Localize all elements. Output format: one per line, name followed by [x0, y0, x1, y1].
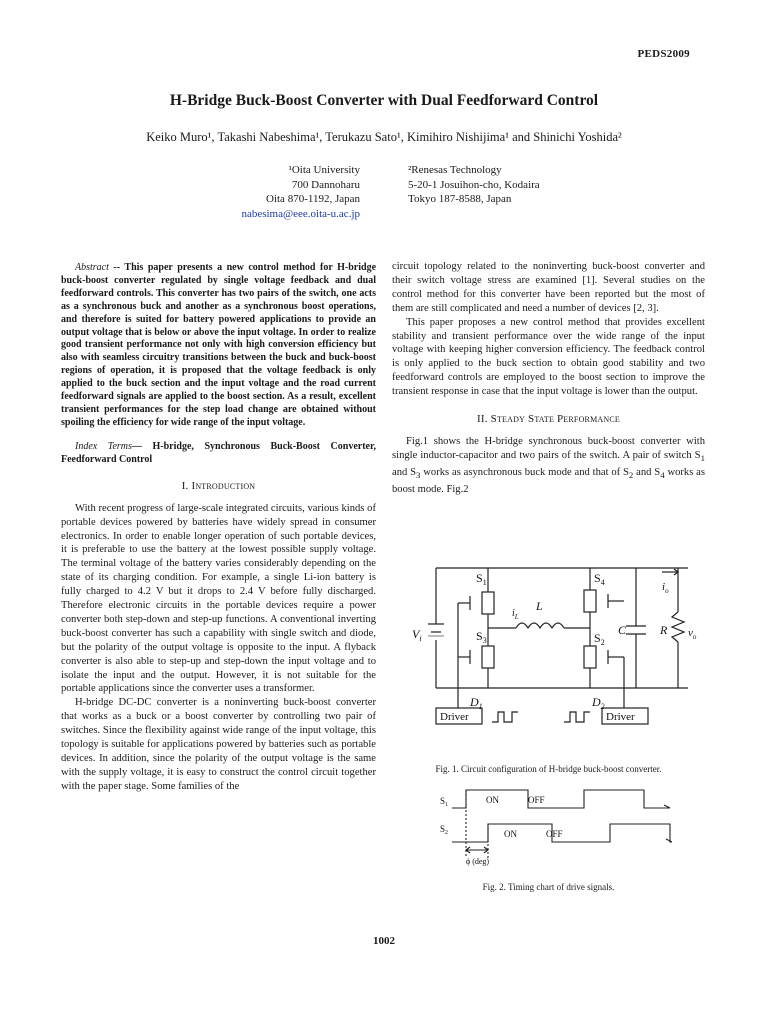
- abstract-label: Abstract: [75, 262, 109, 273]
- timing-label-s2: $S_2$: [440, 824, 449, 836]
- right-paragraph-3: [392, 435, 705, 497]
- timing-on-s1: ON: [486, 795, 499, 805]
- driver-label-right: Driver: [606, 711, 635, 723]
- label-d1: $D_1$: [470, 695, 483, 711]
- p3-text-e: works as boost mode. Fig.2: [392, 466, 706, 495]
- page-number: 1002: [373, 935, 395, 947]
- intro-paragraph-2: H-bridge DC-DC converter is a noninverting buck-boost converter that works as a buck or a boost converter by controlling two pair of switches. Since the flexibility against wide range of the input voltage, this topology is suitable for applications powered by batteries such as portable devices. In addition, since the polarity of the output voltage is the same with the supply voltage, it is easy to construct the control circuit together with the paper stage. Some families of the: [61, 697, 376, 792]
- label-vo: $v_o$: [688, 627, 697, 641]
- affiliation-1-city: Oita 870-1192, Japan: [266, 193, 360, 205]
- section-heading-introduction: I. Introduction: [181, 479, 256, 492]
- driver-label-left: Driver: [440, 711, 469, 723]
- p3-text-c: works as asynchronous buck mode and that of S: [420, 466, 629, 478]
- right-paragraph-2: This paper proposes a new control method that provides excellent stability and transient performance over the wide range of the input voltage with keeping higher conversion efficiency. The feedback control is only applied to the buck section to obtain good stability and two feedforward controls are employed to the boost section to improve the transient response in case that the input voltage is lower than the output.: [392, 316, 705, 398]
- timing-off-s2: OFF: [546, 829, 563, 839]
- timing-phi-label: ϕ (deg): [466, 857, 490, 866]
- p3-sub-4: 4: [660, 470, 665, 480]
- affiliation-2-street: 5-20-1 Josuihon-cho, Kodaira: [408, 178, 540, 191]
- affiliation-1-name: ¹Oita University: [288, 164, 360, 176]
- index-terms-label: Index Terms: [75, 440, 132, 452]
- figure-2-timing-chart: [436, 786, 716, 866]
- label-inductor: L: [536, 599, 543, 613]
- label-d2: $D_2$: [592, 695, 605, 711]
- abstract: [61, 262, 376, 430]
- figure-1-caption: Fig. 1. Circuit configuration of H-bridge buck-boost converter.: [435, 764, 662, 774]
- label-capacitor: C: [618, 623, 627, 637]
- label-resistor: R: [660, 623, 668, 637]
- affiliation-2-city: Tokyo 187-8588, Japan: [408, 193, 512, 205]
- affiliation-1-street: 700 Dannoharu: [291, 178, 360, 191]
- p3-text-a: Fig.1 shows the H-bridge synchronous buck-boost converter with single inductor-capacitor and two pairs of the switch. A pair of switch S: [392, 435, 705, 461]
- label-s4: $S_4$: [594, 571, 605, 587]
- label-vi: $V_i$: [412, 627, 422, 643]
- p3-sub-2: 2: [628, 470, 634, 480]
- p3-sub-3: 3: [416, 470, 421, 480]
- right-paragraph-1: circuit topology related to the noninverting buck-boost converter and their switch voltage stress are examined [1]. Several studies on the control method for this converter have been reported but the most of them are still complicated and need a number of devices [2, 3].: [392, 261, 705, 314]
- abstract-text: -- This paper presents a new control method for H-bridge buck-boost converter regulated by single voltage feedback and dual feedforward controls. This converter has two pairs of the switch, one acts as a synchronous buck and another as a synchronous boost operations, and therefore is suited for battery powered applications to provide an output voltage that is below or above the input voltage. In order to realize good transient performance not only with high conversion efficiency but also with seamless circuitry transitions between the buck and buck-boost regions of operation, it is proposed that the voltage feedback is only applied to the buck section and the input voltage and the road current feedforward signals are applied to the boost section. As a result, excellent transient performances for the step load change are obtained without spoiling the efficiency for wide range of the input voltage.: [61, 262, 377, 428]
- index-terms-text: — H-bridge, Synchronous Buck-Boost Converter, Feedforward Control: [61, 440, 377, 465]
- timing-on-s2: ON: [504, 829, 517, 839]
- timing-label-s1: $S_1$: [440, 796, 449, 808]
- label-s1: $S_1$: [476, 571, 487, 587]
- index-terms: [61, 440, 376, 466]
- timing-off-s1: OFF: [528, 795, 545, 805]
- label-s2: $S_2$: [594, 631, 605, 647]
- left-column: [61, 262, 376, 794]
- intro-paragraph-1: With recent progress of large-scale integrated circuits, various kinds of portable devices powered by batteries have widely spread in consumer electronics. In order to enable longer operation of such portable devices, it is preferable to use the battery at the lowest possible supply voltage. The terminal voltage of the battery varies considerably depending on the state of its charging condition. For example, a single Li-ion battery is fully charged to 4.2 V but it drops to 2.4 V before fully discharged. Therefore electronic circuits in the portable devices require a power converter both step-down and step-up functions. A conventional inverting buck-boost converter has such a capability with single switch and diode, but the polarity of the output voltage is opposite to the input. A flyback converter is also able to step-up and step-down the input voltage and to isolate the input and the output. However, it is not suitable for the portable applications since the converter uses a transformer.: [61, 502, 376, 695]
- affiliation-1: [130, 163, 360, 221]
- p3-text-d: and S: [633, 466, 661, 478]
- label-il: $i_L$: [512, 608, 519, 621]
- author-list: Keiko Muro¹, Takashi Nabeshima¹, Terukazu Sato¹, Kimihiro Nishijima¹ and Shinichi Yoshida²: [146, 130, 622, 144]
- right-column: [392, 260, 705, 497]
- conference-label: PEDS2009: [637, 48, 690, 60]
- author-email-link[interactable]: nabesima@eee.oita-u.ac.jp: [241, 207, 360, 220]
- label-s3: $S_3$: [476, 629, 487, 645]
- paper-title: H-Bridge Buck-Boost Converter with Dual Feedforward Control: [169, 92, 599, 109]
- label-io: $i_o$: [662, 581, 669, 595]
- figure-2-caption: Fig. 2. Timing chart of drive signals.: [482, 882, 615, 892]
- p3-sub-1: 1: [700, 452, 705, 463]
- section-heading-steady-state: II. Steady State Performance: [477, 413, 620, 426]
- p3-text-b: and S: [392, 466, 417, 478]
- figure-1-circuit-diagram: [408, 562, 708, 732]
- affiliation-2-name: ²Renesas Technology: [408, 164, 502, 176]
- affiliation-2: [408, 163, 638, 207]
